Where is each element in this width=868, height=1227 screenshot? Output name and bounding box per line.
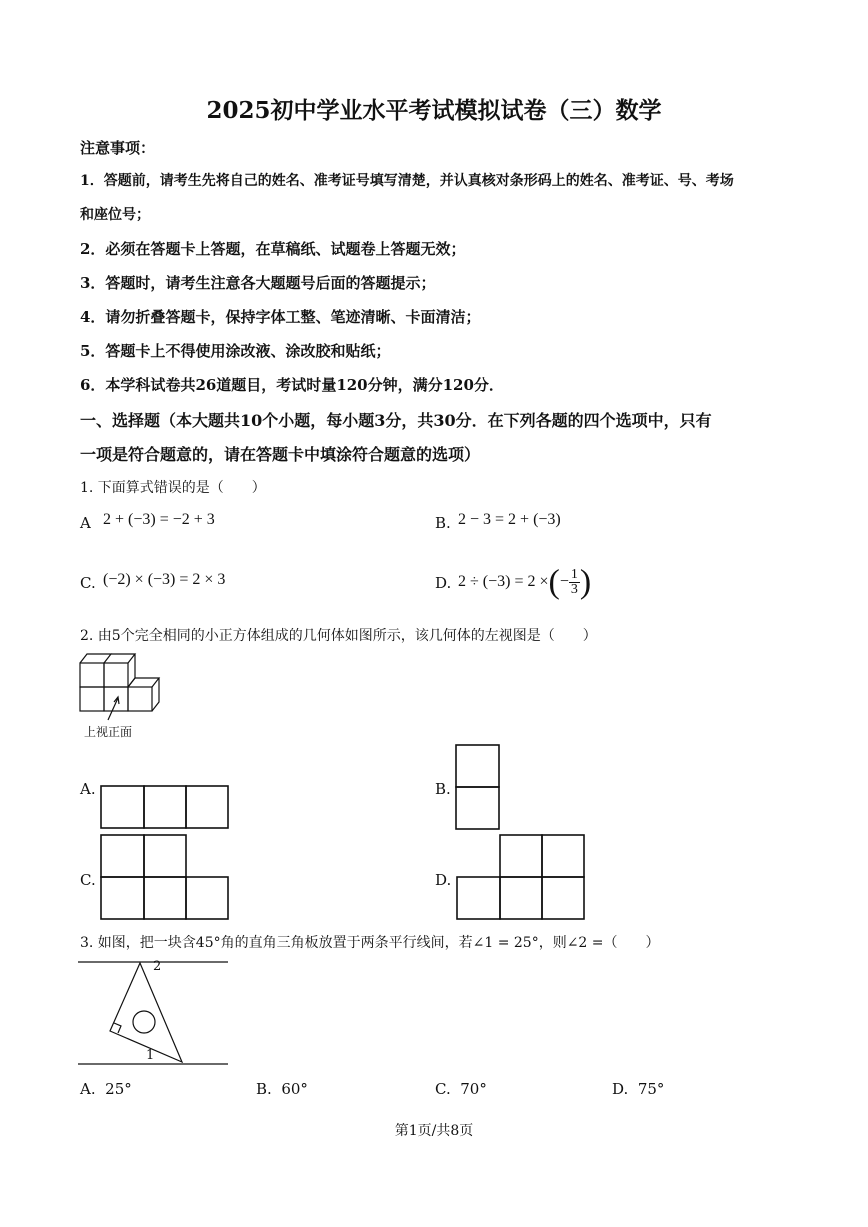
q1-option-c-label: C. [80,574,96,592]
notice-item: 4．请勿折叠答题卡，保持字体工整、笔迹清晰、卡面清洁； [80,308,481,326]
fraction-numerator: 1 [570,566,578,582]
q2-option-d-label: D. [435,871,452,889]
notice-item: 5．答题卡上不得使用涂改液、涂改胶和贴纸； [80,342,391,360]
q3-option-c[interactable] [435,1080,487,1098]
page-number: 第1页/共8页 [394,1123,474,1139]
option-label: A. [80,1080,96,1098]
option-label: D. [612,1080,629,1098]
notice-item: 1．答题前，请考生先将自己的姓名、准考证号填写清楚，并认真核对条形码上的姓名、准考证、号、考场 [80,173,734,189]
notice-item: 6．本学科试卷共26道题目，考试时量120分钟，满分120分． [80,376,504,394]
option-label: B. [256,1080,272,1098]
q1-d-left: 2 ÷ (−3) = 2 × [458,573,549,590]
q1-option-d-label: D. [435,574,452,592]
fraction-denominator: 3 [570,581,578,597]
angle-1-label: 1 [146,1048,155,1063]
q2-option-a-figure[interactable] [100,785,232,831]
notice-heading: 注意事项： [80,139,156,157]
q1-option-a-expr: 2 + (−3) = −2 + 3 [103,511,215,528]
notice-item: 和座位号； [80,207,150,223]
question-1-stem: 1. 下面算式错误的是（ ） [80,480,266,496]
option-value: 60° [281,1080,308,1098]
q2-option-b-label: B. [435,780,451,798]
q1-option-c-expr: (−2) × (−3) = 2 × 3 [103,571,226,588]
q1-d-minus: − [559,573,569,590]
q1-option-b-expr: 2 − 3 = 2 + (−3) [458,511,561,528]
q3-figure [78,958,233,1070]
q2-option-b-figure[interactable] [455,744,503,832]
question-2-stem: 2. 由5个完全相同的小正方体组成的几何体如图所示，该几何体的左视图是（ ） [80,628,597,644]
q1-option-d-expr: 2 ÷ (−3) = 2 ×(− $\frac{1}{3}$ ) [458,563,592,601]
question-3-stem: 3. 如图，把一块含45°角的直角三角板放置于两条平行线间，若∠1 = 25°，则∠2 =（ ） [80,935,660,951]
q2-figure-caption: 上视正面 [84,725,133,739]
q3-option-a[interactable] [80,1080,132,1098]
option-label: C. [435,1080,451,1098]
q1-option-b-label: B. [435,514,451,532]
q3-option-d[interactable] [612,1080,664,1098]
q2-solid-figure [78,652,168,732]
angle-2-label: 2 [153,959,162,974]
notice-item: 3．答题时，请考生注意各大题题号后面的答题提示； [80,274,436,292]
option-value: 75° [637,1080,665,1098]
q2-option-c-figure[interactable] [100,834,232,922]
option-value: 25° [105,1080,132,1098]
option-value: 70° [460,1080,487,1098]
q2-option-a-label: A. [80,780,96,798]
exam-title: 2025初中学业水平考试模拟试卷（三）数学 [206,97,662,124]
q1-option-a-label: A [80,514,91,532]
q2-option-d-figure[interactable] [456,834,588,922]
section-heading-cont: 一项是符合题意的，请在答题卡中填涂符合题意的选项） [80,445,481,464]
q2-option-c-label: C. [80,871,96,889]
q1-d-fraction [569,568,580,597]
q3-option-b[interactable] [256,1080,308,1098]
section-heading: 一、选择题（本大题共10个小题，每小题3分，共30分．在下列各题的四个选项中，只有 [80,411,712,430]
notice-item: 2．必须在答题卡上答题，在草稿纸、试题卷上答题无效； [80,240,466,258]
